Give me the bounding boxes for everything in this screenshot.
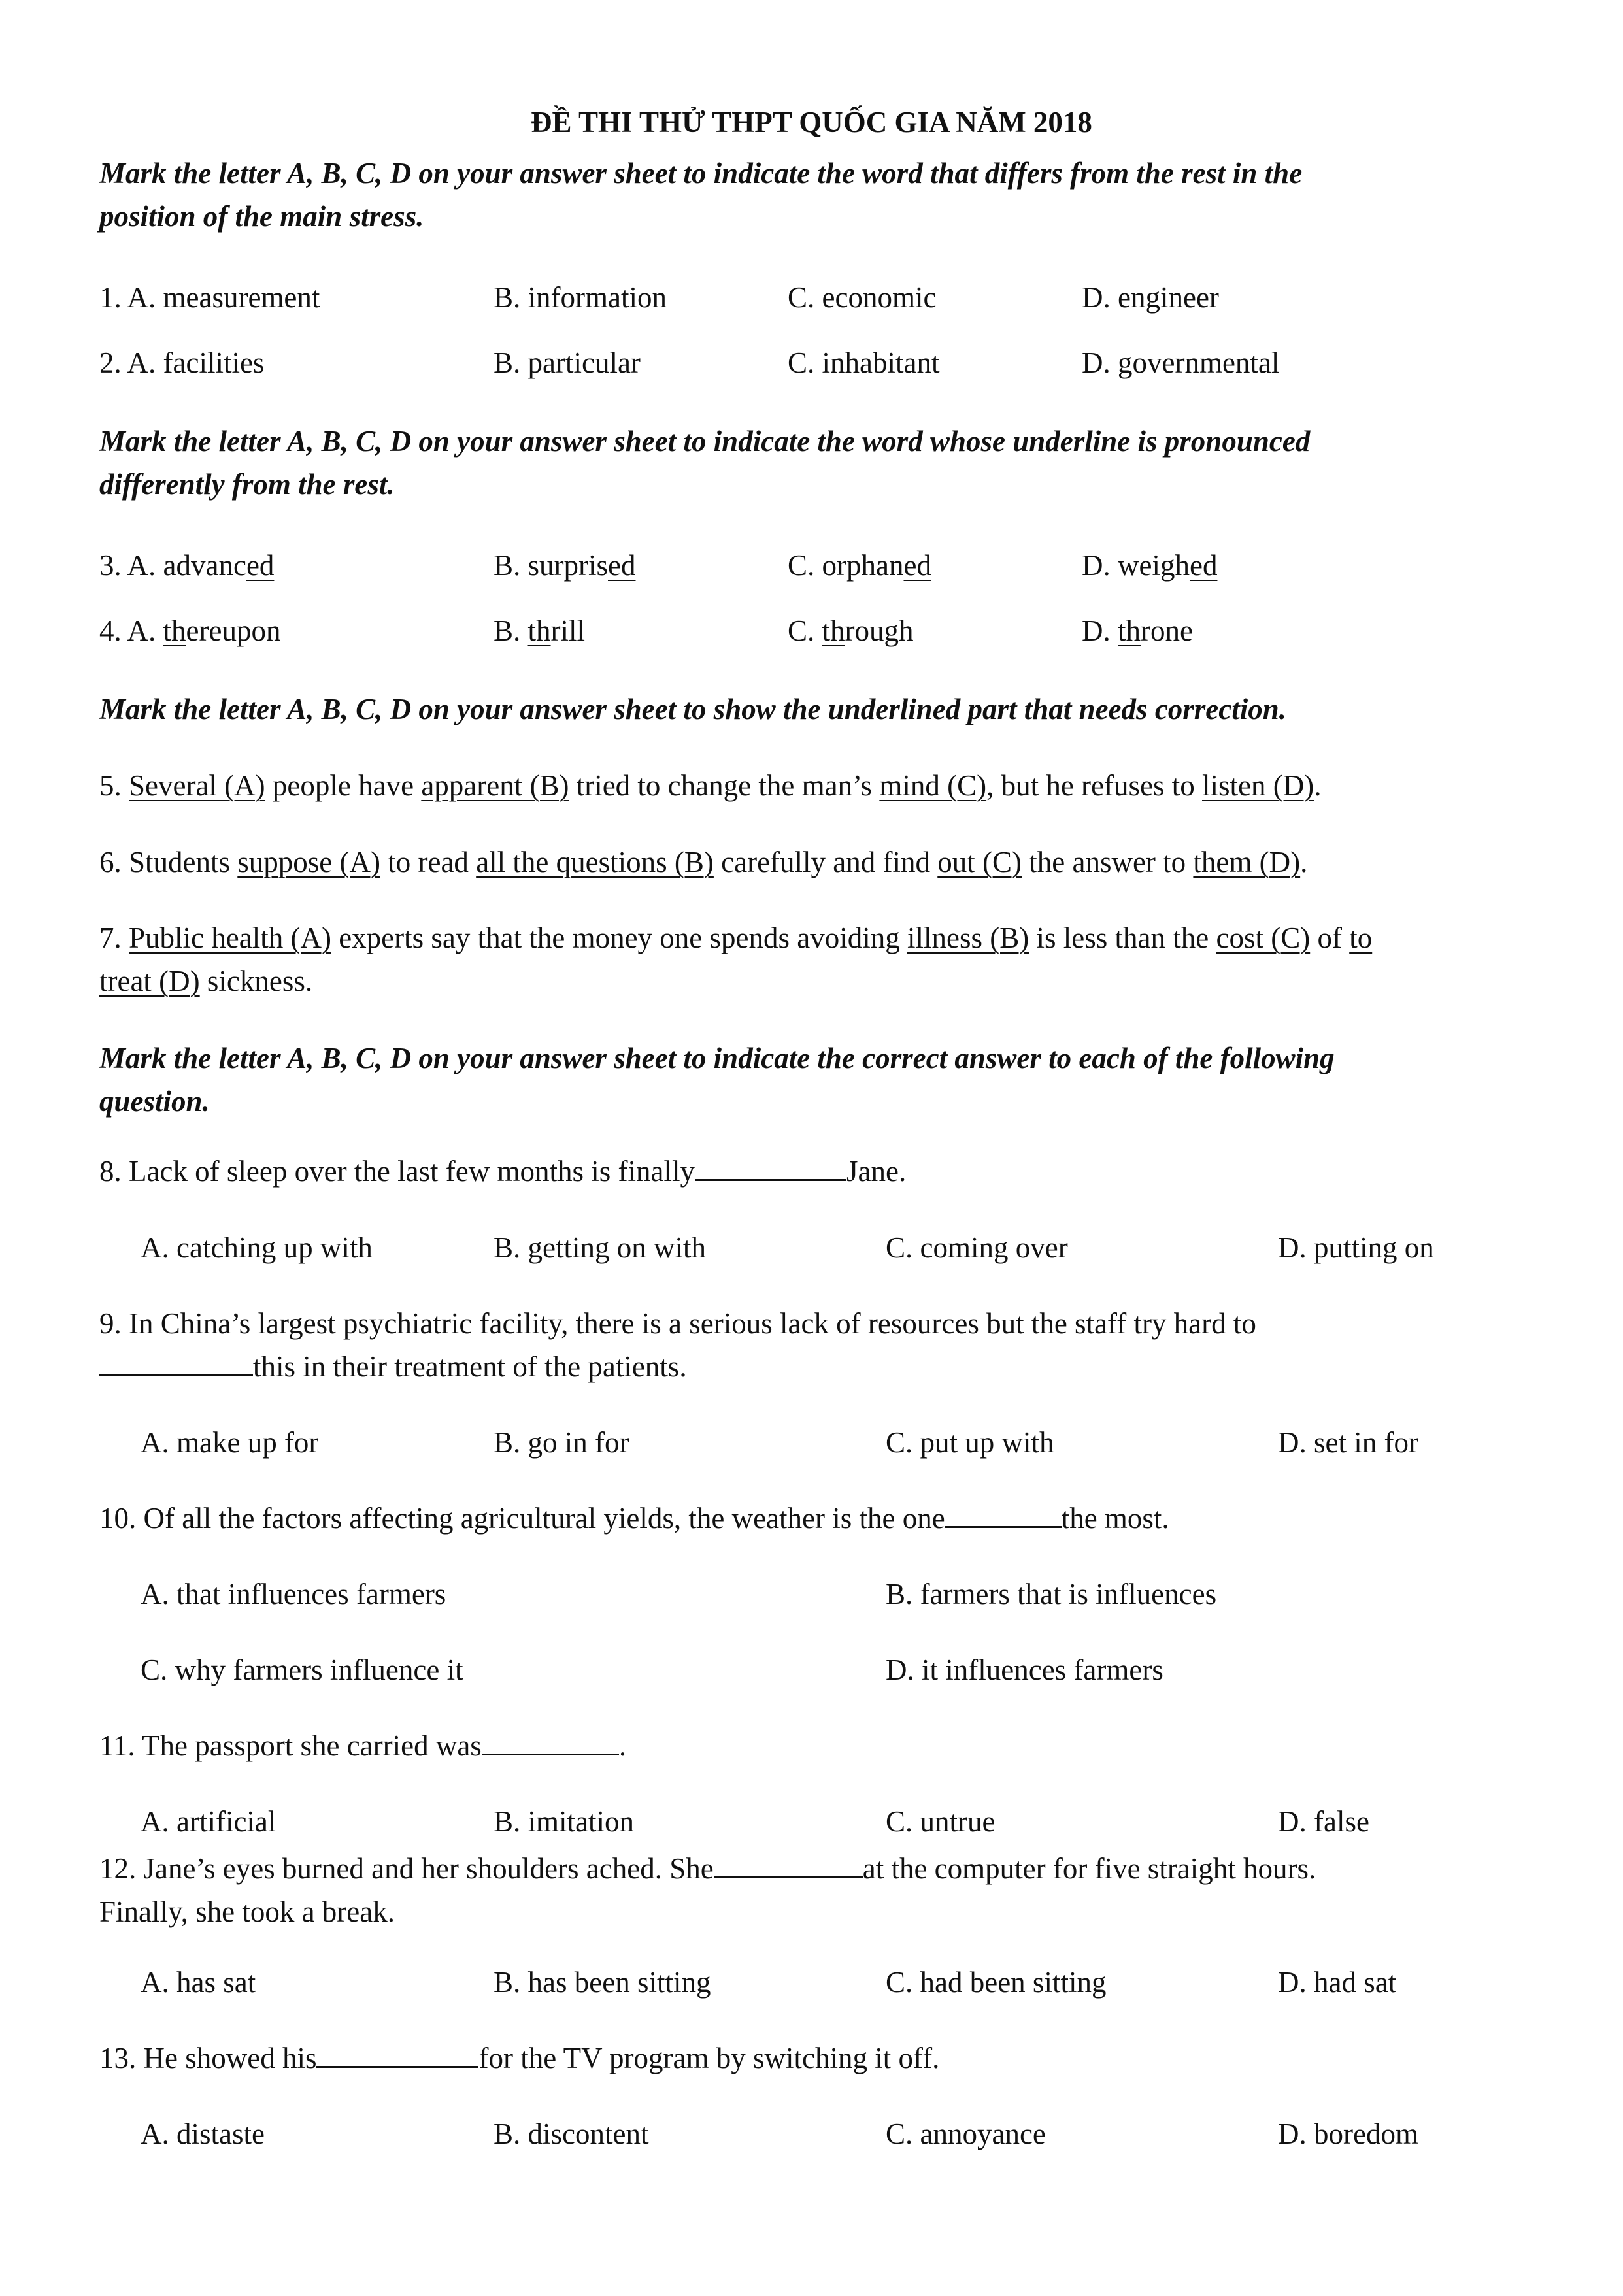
q10-blank	[945, 1503, 1062, 1528]
q9-blank	[99, 1351, 253, 1376]
q9-option-a: A. make up for	[141, 1426, 319, 1459]
instruction-pron-line2: differently from the rest.	[99, 468, 395, 501]
q13-stem: 13. He showed his for the TV program by switching it off.	[99, 2042, 940, 2074]
q7-sentence-line1: 7. Public health (A) experts say that the money one spends avoiding illness (B) is less than the cost (C) of to	[99, 922, 1373, 954]
q11-option-d: D. false	[1278, 1805, 1369, 1838]
instruction-pron-line1: Mark the letter A, B, C, D on your answer sheet to indicate the word whose underline is pronounced	[99, 425, 1311, 458]
q10-stem: 10. Of all the factors affecting agricultural yields, the weather is the one the most.	[99, 1502, 1169, 1535]
q13-option-c: C. annoyance	[886, 2118, 1046, 2150]
q4-option-a: 4. A. thereupon	[99, 614, 281, 647]
q4-option-c: C. through	[788, 614, 914, 647]
q1-option-a: 1. A. measurement	[99, 281, 320, 314]
q2-option-a: 2. A. facilities	[99, 346, 265, 379]
q2-option-c: C. inhabitant	[788, 346, 940, 379]
instruction-mc-line1: Mark the letter A, B, C, D on your answer sheet to indicate the correct answer to each of the following	[99, 1042, 1335, 1074]
q2-option-d: D. governmental	[1082, 346, 1280, 379]
q9-option-d: D. set in for	[1278, 1426, 1418, 1459]
q8-option-c: C. coming over	[886, 1231, 1068, 1264]
q9-option-b: B. go in for	[494, 1426, 629, 1459]
q3-option-b: B. surprised	[494, 549, 636, 582]
q12-option-a: A. has sat	[141, 1966, 256, 1999]
q12-option-d: D. had sat	[1278, 1966, 1397, 1999]
instruction-stress-line2: position of the main stress.	[99, 200, 424, 233]
q10-option-a: A. that influences farmers	[141, 1578, 446, 1610]
q3-option-a: 3. A. advanced	[99, 549, 275, 582]
q8-option-d: D. putting on	[1278, 1231, 1434, 1264]
q3-option-c: C. orphaned	[788, 549, 931, 582]
q12-stem-line2: Finally, she took a break.	[99, 1895, 395, 1928]
q4-option-b: B. thrill	[494, 614, 586, 647]
q8-stem: 8. Lack of sleep over the last few months is finally Jane.	[99, 1155, 907, 1188]
q13-blank	[316, 2042, 478, 2068]
instruction-mc-line2: question.	[99, 1085, 210, 1118]
q9-option-c: C. put up with	[886, 1426, 1054, 1459]
instruction-error: Mark the letter A, B, C, D on your answer sheet to show the underlined part that needs correction.	[99, 693, 1287, 725]
q13-option-a: A. distaste	[141, 2118, 265, 2150]
q11-option-b: B. imitation	[494, 1805, 635, 1838]
q10-option-b: B. farmers that is influences	[886, 1578, 1217, 1610]
q12-blank	[714, 1853, 863, 1878]
page-title: ĐỀ THI THỬ THPT QUỐC GIA NĂM 2018	[531, 106, 1092, 139]
q5-sentence: 5. Several (A) people have apparent (B) tried to change the man’s mind (C), but he refuses to listen (D).	[99, 769, 1322, 802]
q11-option-a: A. artificial	[141, 1805, 276, 1838]
q1-option-d: D. engineer	[1082, 281, 1219, 314]
q7-sentence-line2: treat (D) sickness.	[99, 965, 313, 997]
q8-option-b: B. getting on with	[494, 1231, 706, 1264]
q13-option-b: B. discontent	[494, 2118, 649, 2150]
q8-option-a: A. catching up with	[141, 1231, 373, 1264]
q2-option-b: B. particular	[494, 346, 641, 379]
q11-option-c: C. untrue	[886, 1805, 996, 1838]
q13-option-d: D. boredom	[1278, 2118, 1418, 2150]
q6-sentence: 6. Students suppose (A) to read all the questions (B) carefully and find out (C) the answer to them (D).	[99, 846, 1308, 878]
q10-option-d: D. it influences farmers	[886, 1654, 1163, 1686]
q12-stem-line1: 12. Jane’s eyes burned and her shoulders ached. She at the computer for five straight hours.	[99, 1852, 1316, 1885]
q10-option-c: C. why farmers influence it	[141, 1654, 463, 1686]
q1-option-b: B. information	[494, 281, 667, 314]
q3-option-d: D. weighed	[1082, 549, 1218, 582]
q11-blank	[482, 1730, 619, 1755]
q1-option-c: C. economic	[788, 281, 937, 314]
q12-option-c: C. had been sitting	[886, 1966, 1107, 1999]
instruction-stress-line1: Mark the letter A, B, C, D on your answer sheet to indicate the word that differs from the rest in the	[99, 157, 1303, 190]
q9-stem-line2: this in their treatment of the patients.	[99, 1349, 687, 1384]
q12-option-b: B. has been sitting	[494, 1966, 711, 1999]
q4-option-d: D. throne	[1082, 614, 1193, 647]
q8-blank	[695, 1156, 846, 1181]
q9-stem-line1: 9. In China’s largest psychiatric facility, there is a serious lack of resources but the staff try hard to	[99, 1307, 1256, 1340]
q11-stem: 11. The passport she carried was .	[99, 1729, 627, 1762]
